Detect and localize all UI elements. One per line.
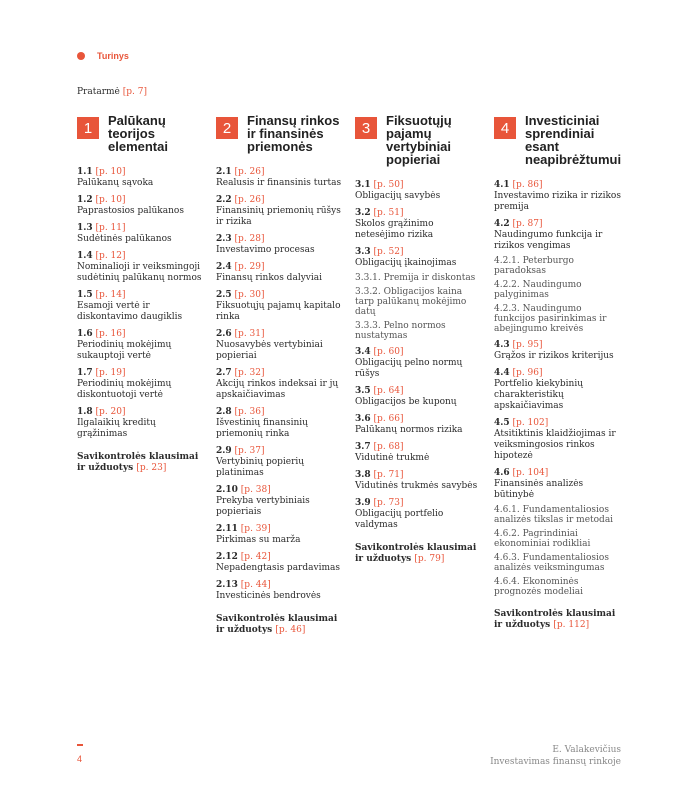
toc-entry[interactable]: [355, 442, 483, 464]
toc-entry[interactable]: [216, 329, 344, 362]
entry-title: Periodinių mokėjimų sukauptoji vertė: [77, 340, 172, 361]
review-label: Savikontrolės klausimai ir užduotys: [216, 614, 338, 635]
entry-number: 3.5: [355, 386, 371, 396]
page-header: [77, 51, 129, 61]
chapter-heading: [355, 114, 483, 166]
entry-title: Finansinės analizės būtinybė: [494, 479, 584, 500]
toc-entry[interactable]: [355, 470, 483, 492]
review-label: Savikontrolės klausimai ir užduotys: [494, 609, 616, 630]
entry-title: Periodinių mokėjimų diskontuotoji vertė: [77, 379, 172, 400]
entry-number: 3.4: [355, 347, 371, 357]
toc-entry[interactable]: [494, 418, 622, 462]
preface-label: Pratarmė: [77, 87, 120, 97]
toc-entry[interactable]: [216, 446, 344, 479]
entry-title: Nuosavybės vertybiniai popieriai: [216, 340, 323, 361]
toc-subentry[interactable]: 4.6.2. Pagrindiniai ekonominiai rodikliai: [494, 529, 591, 549]
toc-entry[interactable]: [216, 552, 344, 574]
entry-page-ref: [p. 60]: [373, 347, 404, 357]
entry-title: Finansų rinkos dalyviai: [216, 273, 322, 283]
entry-title: Išvestinių finansinių priemonių rinka: [216, 418, 308, 439]
preface-entry[interactable]: [77, 87, 147, 97]
entry-title: Fiksuotųjų pajamų kapitalo rinka: [216, 301, 341, 322]
entry-title: Prekyba vertybiniais popieriais: [216, 496, 310, 517]
entry-number: 2.11: [216, 524, 238, 534]
entry-title: Investavimo rizika ir rizikos premija: [494, 191, 621, 212]
entry-number: 2.10: [216, 485, 238, 495]
preface-page-ref: [p. 7]: [122, 87, 147, 97]
toc-subentry[interactable]: 4.2.3. Naudingumo funkcijos pasirinkimas ir abejingumo kreivės: [494, 304, 607, 334]
entry-page-ref: [p. 86]: [512, 180, 543, 190]
toc-entry[interactable]: [494, 468, 622, 501]
entry-page-ref: [p. 26]: [234, 195, 265, 205]
entry-number: 2.5: [216, 290, 232, 300]
entry-title: Sudėtinės palūkanos: [77, 234, 172, 244]
entry-number: 1.1: [77, 167, 93, 177]
entry-page-ref: [p. 64]: [373, 386, 404, 396]
entry-page-ref: [p. 16]: [95, 329, 126, 339]
entry-title: Palūkanų sąvoka: [77, 178, 154, 188]
section-label: Turinys: [97, 51, 129, 61]
entry-page-ref: [p. 19]: [95, 368, 126, 378]
entry-page-ref: [p. 10]: [95, 167, 126, 177]
toc-entry[interactable]: [494, 340, 622, 362]
entry-number: 1.3: [77, 223, 93, 233]
entry-number: 2.1: [216, 167, 232, 177]
entry-number: 4.1: [494, 180, 510, 190]
entry-title: Ilgalaikių kreditų grąžinimas: [77, 418, 156, 439]
entry-title: Obligacijų portfelio valdymas: [355, 509, 444, 530]
toc-entry[interactable]: [77, 167, 205, 189]
entry-number: 4.2: [494, 219, 510, 229]
entry-page-ref: [p. 36]: [234, 407, 265, 417]
entry-number: 2.2: [216, 195, 232, 205]
entry-page-ref: [p. 11]: [95, 223, 126, 233]
entry-title: Akcijų rinkos indeksai ir jų apskaičiavimas: [216, 379, 339, 400]
toc-entry[interactable]: [355, 247, 483, 269]
toc-entry[interactable]: [216, 407, 344, 440]
entry-number: 4.6: [494, 468, 510, 478]
entry-page-ref: [p. 50]: [373, 180, 404, 190]
toc-entry[interactable]: [216, 485, 344, 518]
entry-page-ref: [p. 87]: [512, 219, 543, 229]
entry-number: 1.7: [77, 368, 93, 378]
entry-number: 3.2: [355, 208, 371, 218]
toc-entry[interactable]: [77, 368, 205, 401]
entry-title: Portfelio kiekybinių charakteristikų apskaičiavimas: [494, 379, 584, 411]
entry-title: Obligacijų įkainojimas: [355, 258, 457, 268]
toc-entry[interactable]: [355, 208, 483, 241]
entry-number: 2.12: [216, 552, 238, 562]
entry-page-ref: [p. 38]: [240, 485, 271, 495]
toc-subentry[interactable]: 4.6.3. Fundamentaliosios analizės veiksmingumas: [494, 553, 609, 573]
toc-entry[interactable]: [216, 290, 344, 323]
toc-entry[interactable]: [355, 498, 483, 531]
chapter-title: Fiksuotųjų pajamų vertybiniai popieriai: [386, 113, 452, 167]
chapter-column-3: [355, 114, 483, 565]
entry-number: 2.3: [216, 234, 232, 244]
entry-title: Vidutinės trukmės savybės: [355, 481, 478, 491]
entry-number: 3.6: [355, 414, 371, 424]
toc-subentry[interactable]: 3.3.3. Pelno normos nustatymas: [355, 321, 446, 341]
entry-number: 2.7: [216, 368, 232, 378]
review-questions-entry[interactable]: [77, 452, 205, 474]
footer-credit: [490, 744, 621, 768]
entry-number: 4.5: [494, 418, 510, 428]
toc-entry[interactable]: [494, 219, 622, 252]
toc-entry[interactable]: [355, 180, 483, 202]
entry-number: 4.4: [494, 368, 510, 378]
review-questions-entry[interactable]: [355, 543, 483, 565]
entry-number: 4.3: [494, 340, 510, 350]
entry-page-ref: [p. 95]: [512, 340, 543, 350]
entry-title: Naudingumo funkcija ir rizikos vengimas: [494, 230, 603, 251]
entry-page-ref: [p. 102]: [512, 418, 549, 428]
review-page-ref: [p. 112]: [553, 620, 590, 630]
bullet-dot-icon: [77, 52, 85, 60]
toc-entry[interactable]: [77, 251, 205, 284]
chapter-number-badge: 3: [355, 117, 377, 139]
chapter-title: Palūkanų teorijos elementai: [108, 113, 168, 154]
entry-title: Palūkanų normos rizika: [355, 425, 463, 435]
entry-page-ref: [p. 29]: [234, 262, 265, 272]
toc-entry[interactable]: [355, 347, 483, 380]
review-label: Savikontrolės klausimai ir užduotys: [355, 543, 477, 564]
entry-number: 3.8: [355, 470, 371, 480]
entry-number: 1.4: [77, 251, 93, 261]
entry-page-ref: [p. 30]: [234, 290, 265, 300]
entry-page-ref: [p. 96]: [512, 368, 543, 378]
entry-number: 3.1: [355, 180, 371, 190]
entry-page-ref: [p. 28]: [234, 234, 265, 244]
entry-number: 1.5: [77, 290, 93, 300]
toc-entry[interactable]: [77, 223, 205, 245]
entry-title: Investicinės bendrovės: [216, 591, 321, 601]
entry-page-ref: [p. 71]: [373, 470, 404, 480]
toc-entry[interactable]: [216, 234, 344, 256]
toc-subentry[interactable]: 3.3.2. Obligacijos kaina tarp palūkanų mokėjimo datų: [355, 287, 467, 317]
entry-title: Pirkimas su marža: [216, 535, 301, 545]
entry-page-ref: [p. 37]: [234, 446, 265, 456]
toc-entry[interactable]: [355, 414, 483, 436]
entry-page-ref: [p. 12]: [95, 251, 126, 261]
toc-entry[interactable]: [494, 368, 622, 412]
chapter-heading: [494, 114, 622, 166]
entry-title: Investavimo procesas: [216, 245, 315, 255]
entry-page-ref: [p. 31]: [234, 329, 265, 339]
entry-number: 1.2: [77, 195, 93, 205]
entry-number: 2.13: [216, 580, 238, 590]
footer-book-title: Investavimas finansų rinkoje: [490, 757, 621, 767]
entry-page-ref: [p. 44]: [240, 580, 271, 590]
entry-number: 2.9: [216, 446, 232, 456]
footer-dash: [77, 744, 83, 746]
review-page-ref: [p. 79]: [414, 554, 445, 564]
toc-entry[interactable]: [216, 580, 344, 602]
entry-number: 3.9: [355, 498, 371, 508]
entry-title: Finansinių priemonių rūšys ir rizika: [216, 206, 341, 227]
toc-subentry[interactable]: 4.6.1. Fundamentaliosios analizės tikslas ir metodai: [494, 505, 614, 525]
review-label: Savikontrolės klausimai ir užduotys: [77, 452, 199, 473]
entry-number: 3.7: [355, 442, 371, 452]
toc-entry[interactable]: [355, 386, 483, 408]
entry-page-ref: [p. 32]: [234, 368, 265, 378]
entry-number: 1.6: [77, 329, 93, 339]
entry-title: Obligacijos be kuponų: [355, 397, 457, 407]
review-page-ref: [p. 46]: [275, 625, 306, 635]
chapter-number-badge: 1: [77, 117, 99, 139]
toc-subentry[interactable]: 4.6.4. Ekonominės prognozės modeliai: [494, 577, 584, 597]
entry-page-ref: [p. 42]: [240, 552, 271, 562]
toc-entry[interactable]: [216, 167, 344, 189]
entry-number: 2.6: [216, 329, 232, 339]
chapter-column-1: [77, 114, 205, 474]
chapter-column-4: [494, 114, 622, 631]
entry-page-ref: [p. 39]: [240, 524, 271, 534]
review-questions-entry[interactable]: [216, 614, 344, 636]
entry-page-ref: [p. 10]: [95, 195, 126, 205]
toc-entry[interactable]: [77, 407, 205, 440]
toc-entry[interactable]: [494, 180, 622, 213]
entry-page-ref: [p. 104]: [512, 468, 549, 478]
entry-page-ref: [p. 51]: [373, 208, 404, 218]
entry-title: Vidutinė trukmė: [355, 453, 430, 463]
toc-entry[interactable]: [77, 290, 205, 323]
toc-entry[interactable]: [216, 368, 344, 401]
chapter-column-2: [216, 114, 344, 636]
entry-title: Nepadengtasis pardavimas: [216, 563, 340, 573]
chapter-heading: [77, 114, 205, 153]
toc-subentry[interactable]: 3.3.1. Premija ir diskontas: [355, 273, 476, 283]
toc-entry[interactable]: [216, 195, 344, 228]
entry-number: 3.3: [355, 247, 371, 257]
review-page-ref: [p. 23]: [136, 463, 167, 473]
chapter-title: Investiciniai sprendiniai esant neapibrėžtumui: [525, 113, 622, 167]
entry-page-ref: [p. 66]: [373, 414, 404, 424]
entry-title: Realusis ir finansinis turtas: [216, 178, 342, 188]
page-number: 4: [77, 754, 83, 764]
entry-number: 2.4: [216, 262, 232, 272]
entry-page-ref: [p. 52]: [373, 247, 404, 257]
chapter-heading: [216, 114, 344, 153]
review-questions-entry[interactable]: [494, 609, 622, 631]
toc-entry[interactable]: [216, 524, 344, 546]
footer-author: E. Valakevičius: [552, 745, 621, 755]
toc-entry[interactable]: [77, 329, 205, 362]
entry-page-ref: [p. 73]: [373, 498, 404, 508]
entry-page-ref: [p. 14]: [95, 290, 126, 300]
chapter-number-badge: 2: [216, 117, 238, 139]
toc-entry[interactable]: [216, 262, 344, 284]
entry-title: Esamoji vertė ir diskontavimo daugiklis: [77, 301, 183, 322]
entry-page-ref: [p. 20]: [95, 407, 126, 417]
entry-page-ref: [p. 68]: [373, 442, 404, 452]
entry-title: Paprastosios palūkanos: [77, 206, 184, 216]
entry-title: Obligacijų savybės: [355, 191, 441, 201]
entry-number: 1.8: [77, 407, 93, 417]
toc-subentry[interactable]: 4.2.2. Naudingumo palyginimas: [494, 280, 582, 300]
entry-title: Grąžos ir rizikos kriterijus: [494, 351, 614, 361]
entry-title: Vertybinių popierių platinimas: [216, 457, 305, 478]
toc-subentry[interactable]: 4.2.1. Peterburgo paradoksas: [494, 256, 574, 276]
entry-title: Nominalioji ir veiksmingoji sudėtinių palūkanų normos: [77, 262, 202, 283]
entry-number: 2.8: [216, 407, 232, 417]
chapter-title: Finansų rinkos ir finansinės priemonės: [247, 113, 340, 154]
toc-entry[interactable]: [77, 195, 205, 217]
chapter-number-badge: 4: [494, 117, 516, 139]
entry-title: Obligacijų pelno normų rūšys: [355, 358, 463, 379]
entry-page-ref: [p. 26]: [234, 167, 265, 177]
entry-title: Skolos grąžinimo netesėjimo rizika: [355, 219, 434, 240]
entry-title: Atsitiktinis klaidžiojimas ir veiksmingosios rinkos hipotezė: [494, 429, 616, 461]
